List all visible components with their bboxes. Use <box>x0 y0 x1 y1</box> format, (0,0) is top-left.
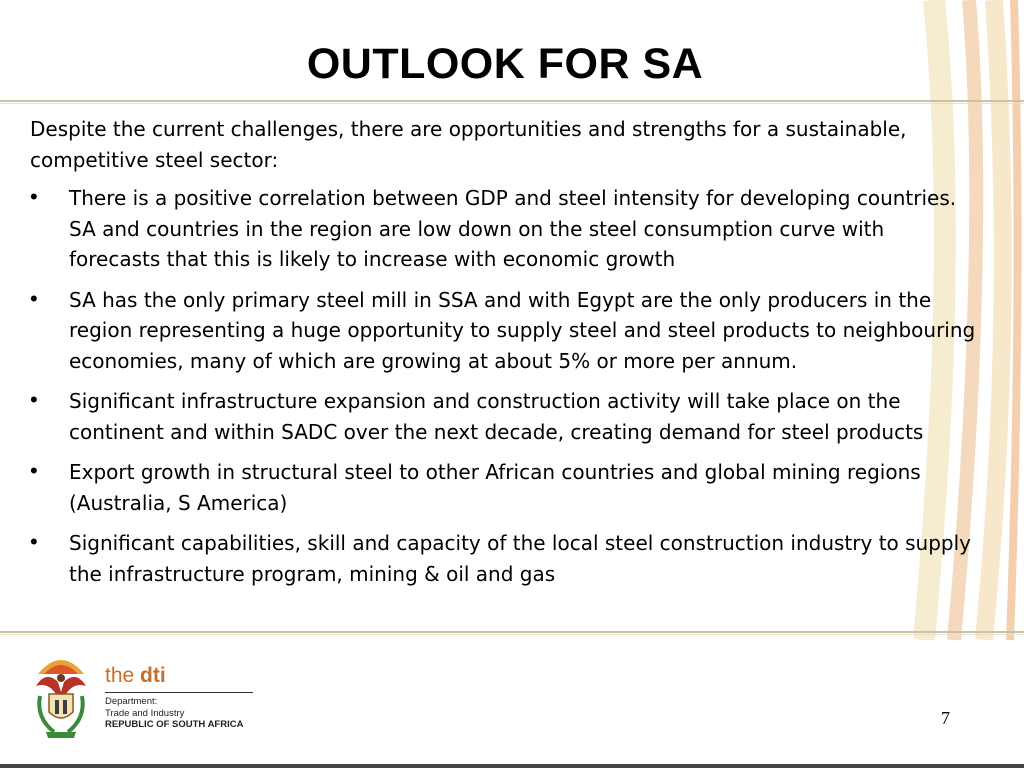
slide-body <box>30 114 980 599</box>
bullet-icon: • <box>30 529 38 554</box>
bullet-icon: • <box>30 458 38 483</box>
bullet-text: SA has the only primary steel mill in SSA and with Egypt are the only producers in the region representing a huge opportunity to supply steel and steel products to neighbouring economies, many of which are growing at about 5% or more per annum. <box>69 287 976 373</box>
bullet-text: Significant infrastructure expansion and construction activity will take place on the continent and within SADC over the next decade, creating demand for steel products <box>69 389 924 444</box>
dti-department-text: Department: Trade and Industry REPUBLIC OF SOUTH AFRICA <box>105 696 244 730</box>
bullet-icon: • <box>30 184 38 209</box>
bullet-text: Significant capabilities, skill and capacity of the local steel construction industry to supply the infrastructure program, mining & oil and gas <box>69 531 972 586</box>
list-item <box>30 457 980 518</box>
bottom-bar <box>0 764 1024 768</box>
bullet-icon: • <box>30 387 38 412</box>
top-divider-shadow <box>0 103 1024 104</box>
coat-of-arms-icon <box>30 652 92 740</box>
dti-brand: the dti <box>105 664 166 687</box>
bullet-text: Export growth in structural steel to other African countries and global mining regions (Australia, S America) <box>69 460 921 515</box>
bottom-divider-shadow <box>0 634 1024 635</box>
bullet-text: There is a positive correlation between GDP and steel intensity for developing countries. SA and countries in the region are low down on the steel consumption curve with forecasts that this is likely to increase with economic growth <box>69 186 957 271</box>
list-item <box>30 285 980 377</box>
intro-paragraph: Despite the current challenges, there are opportunities and strengths for a sustainable, competitive steel sector: <box>30 117 907 172</box>
logo-divider <box>105 692 253 693</box>
dti-logo <box>30 652 270 742</box>
bullet-icon: • <box>30 285 38 311</box>
page-number: 7 <box>941 708 950 728</box>
slide-title: OUTLOOK FOR SA <box>306 40 704 88</box>
top-divider <box>0 100 1024 102</box>
bullet-list <box>30 183 980 589</box>
list-item <box>30 528 980 589</box>
list-item <box>30 183 980 275</box>
list-item <box>30 386 980 447</box>
bottom-divider <box>0 631 1024 633</box>
